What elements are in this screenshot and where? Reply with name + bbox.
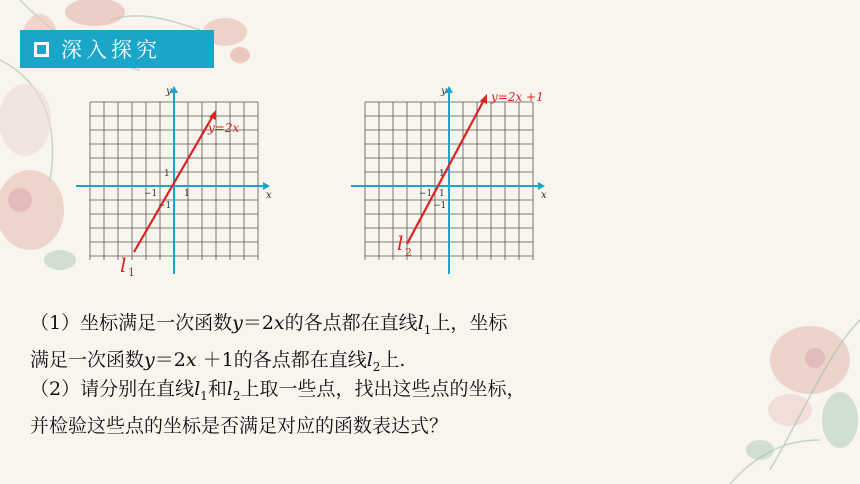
paragraph-1 [30,308,507,382]
x-axis-label: x [266,190,272,201]
graph-y-equals-2x-plus-1 [345,80,575,280]
y-axis-label: y [166,86,172,97]
paragraph-1-line-1 [30,308,507,345]
math-y: y [232,312,243,334]
tick-neg1-x: −1 [144,189,158,199]
tick-1-y: 1 [164,169,170,179]
graph-y-equals-2x [70,80,290,280]
paragraph-2 [30,374,526,441]
text: ＝2 [242,312,274,334]
line-subscript: 1 [128,266,135,279]
text: ＋1的各点都在直线 [196,348,367,371]
text: （1）坐标满足一次函数 [30,312,233,334]
tick-neg1-y: −1 [433,201,447,211]
math-y: y [144,348,155,371]
math-l: l [417,312,424,334]
text: 上，坐标 [431,312,508,334]
tick-1-x: 1 [439,189,445,199]
math-l: l [226,378,233,400]
paragraph-2-line-1 [30,374,526,411]
text: 满足一次函数 [30,348,145,371]
text: 上取一些点，找出这些点的坐标， [240,378,526,400]
text: 的各点都在直线 [284,312,418,334]
paragraph-2-line-2: 并检验这些点的坐标是否满足对应的函数表达式？ [30,414,449,437]
x-axis-label: x [541,190,547,201]
y-axis-label: y [441,86,447,97]
math-x: x [273,312,285,334]
flower-decoration-bottom-right [640,300,860,484]
math-l: l [194,378,201,400]
line-equation-label: y=2x [208,121,240,135]
subscript: 1 [423,322,432,337]
line-name: l [397,231,404,255]
line-equation-label: y=2x +1 [491,90,544,104]
subscript: 2 [372,359,381,374]
tick-neg1-x: −1 [419,189,433,199]
section-title: 深入探究 [61,38,161,62]
tick-1-x: 1 [184,189,190,199]
line-name: l [120,253,127,277]
subscript: 2 [232,388,241,403]
tick-1-y: 1 [439,169,445,179]
section-header [20,30,214,68]
math-x: x [185,348,197,371]
math-l: l [366,348,373,371]
square-icon [34,42,49,57]
text: ＝2 [154,348,186,371]
line-l2 [407,98,485,244]
line-subscript: 2 [405,246,412,259]
text: （2）请分别在直线 [30,378,195,400]
text: 和 [207,378,227,400]
tick-neg1-y: −1 [158,201,172,211]
text: 上. [380,348,406,371]
subscript: 1 [200,388,208,403]
